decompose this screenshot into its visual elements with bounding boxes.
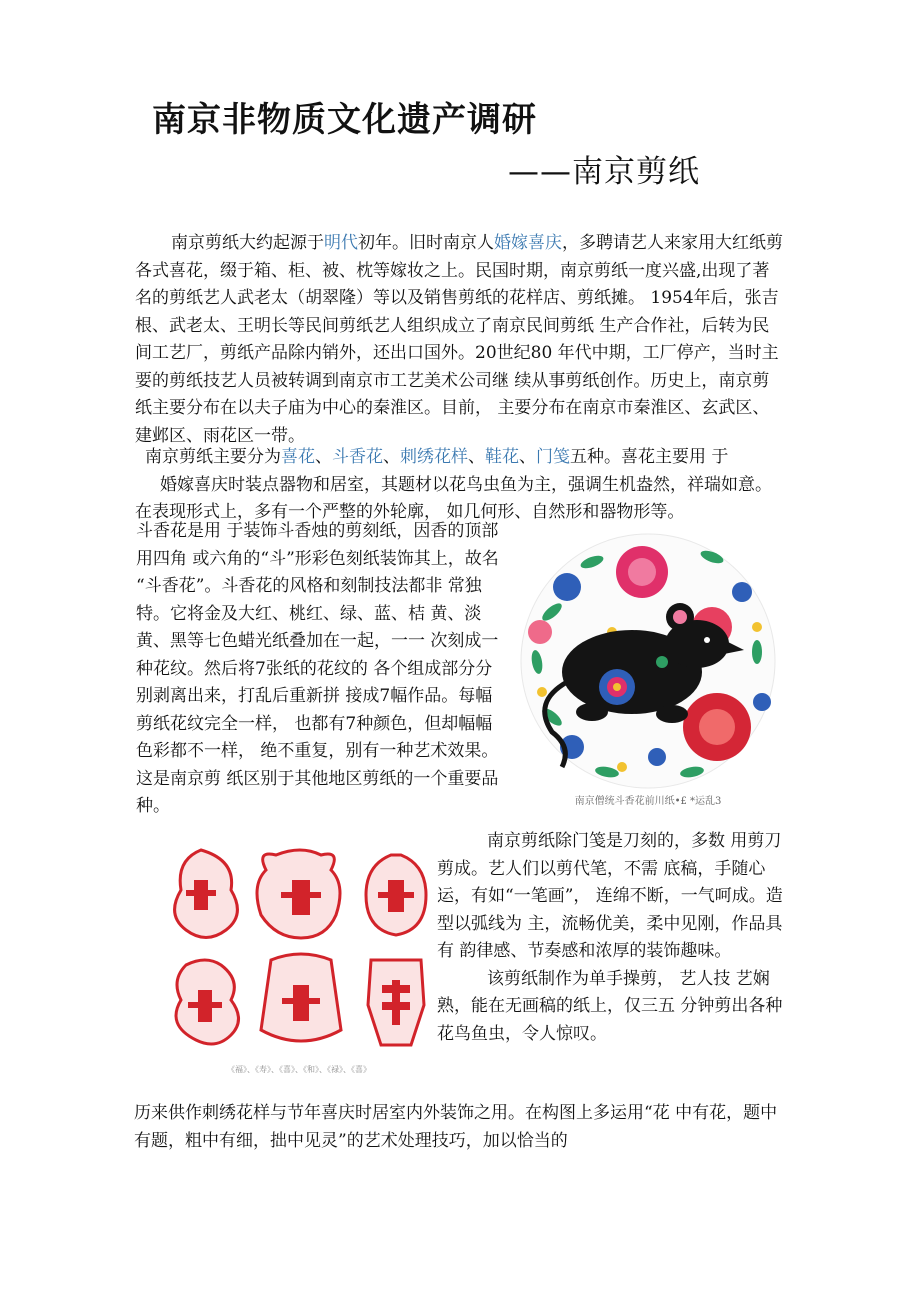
separator: 、 <box>315 447 332 467</box>
link-cixiu-huayang[interactable]: 刺绣花样 <box>400 447 468 467</box>
paragraph-history <box>135 230 785 450</box>
link-douxianghua[interactable]: 斗香花 <box>332 447 383 467</box>
paragraph-douxianghua: 斗香花是用 于装饰斗香烛的剪刻纸，因香的顶部用四角 或六角的“斗”形彩色刻纸装饰其上，故名 “斗香花”。斗香花的风格和刻制技法都非 常独特。它将金及大红、桃红、绿、蓝、桔 黄、淡黄、黑等七色蜡光纸叠加在一起，一一 次刻成一种花纹。然后将7张纸的花纹的 各个组成部分分别剥离出来，打乱后重新拼 接成7幅作品。每幅剪纸花纹完全一样， 也都有7种颜色，但却幅幅色彩都不一样， 绝不重复，别有一种艺术效果。这是南京剪 纸区别于其他地区剪纸的一个重要品种。 <box>136 521 499 816</box>
categories-continuation: 婚嫁喜庆时装点器物和居室，其题材以花鸟虫鱼为主，强调生机盎然，祥瑞如意。在表现形式上，多有一个严整的外轮廓， 如几何形、自然形和器物形等。 <box>135 474 772 522</box>
link-ming-dynasty[interactable]: 明代 <box>324 233 358 253</box>
categories-line <box>135 444 785 472</box>
papercut-six-characters-image <box>156 830 442 1066</box>
paragraph-single-hand: 该剪纸制作为单手操剪， 艺人技 艺娴熟，能在无画稿的纸上，仅三五 分钟剪出各种花鸟鱼虫，令人惊叹。 <box>437 968 783 1044</box>
image-caption-mouse: 南京僧统斗香花前川纸•£ *运乱3 <box>574 796 722 807</box>
link-xihua[interactable]: 喜花 <box>281 447 315 467</box>
page-subtitle: ——南京剪纸 <box>508 154 700 190</box>
paragraph-categories <box>135 444 785 527</box>
separator: 、 <box>383 447 400 467</box>
text-run: 五种。喜花主要用 于 <box>570 447 729 467</box>
text-run: 南京剪纸主要分为 <box>145 447 281 467</box>
link-xiehua[interactable]: 鞋花 <box>485 447 519 467</box>
text-run: 初年。旧时南京人 <box>358 233 494 253</box>
link-menjian[interactable]: 门笺 <box>536 447 570 467</box>
right-text-block <box>437 828 785 1048</box>
text-run: 南京剪纸大约起源于 <box>171 233 324 253</box>
separator: 、 <box>519 447 536 467</box>
papercut-mouse-image <box>512 532 784 790</box>
image-caption-six-characters: 《福》、《寿》、《喜》、《和》、《禄》、《喜》 <box>227 1065 371 1074</box>
link-wedding-celebration[interactable]: 婚嫁喜庆 <box>494 233 562 253</box>
separator: 、 <box>468 447 485 467</box>
page-title: 南京非物质文化遗产调研 <box>152 100 537 140</box>
paragraph-technique: 南京剪纸除门笺是刀刻的，多数 用剪刀剪成。艺人们以剪代笔，不需 底稿，手随心运，有如“一笔画”， 连绵不断，一气呵成。造型以弧线为 主，流畅优美，柔中见刚，作品具有 韵律感、节奏感和浓厚的装饰趣味。 <box>437 831 783 961</box>
paragraph-decoration: 历来供作刺绣花样与节年喜庆时居室内外装饰之用。在构图上多运用“花 中有花，题中有题，粗中有细，拙中见灵”的艺术处理技巧，加以恰当的 <box>134 1103 778 1151</box>
text-run: ，多聘请艺人来家用大红纸剪各式喜花，缀于箱、柜、被、枕等嫁妆之上。民国时期，南京剪纸一度兴盛,出现了著名的剪纸艺人武老太（胡翠隆）等以及销售剪纸的花样店、剪纸摊。 1954年后，张吉根、武老太、王明长等民间剪纸艺人组织成立了南京民间剪纸 生产合作社，后转为民间工艺厂，剪纸产品除内销外，还出口国外。20世纪80 年代中期，工厂停产，当时主要的剪纸技艺人员被转调到南京市工艺美术公司继 续从事剪纸创作。历史上，南京剪纸主要分布在以夫子庙为中心的秦淮区。目前， 主要分布在南京市秦淮区、玄武区、建邺区、雨花区一带。 <box>135 233 783 446</box>
